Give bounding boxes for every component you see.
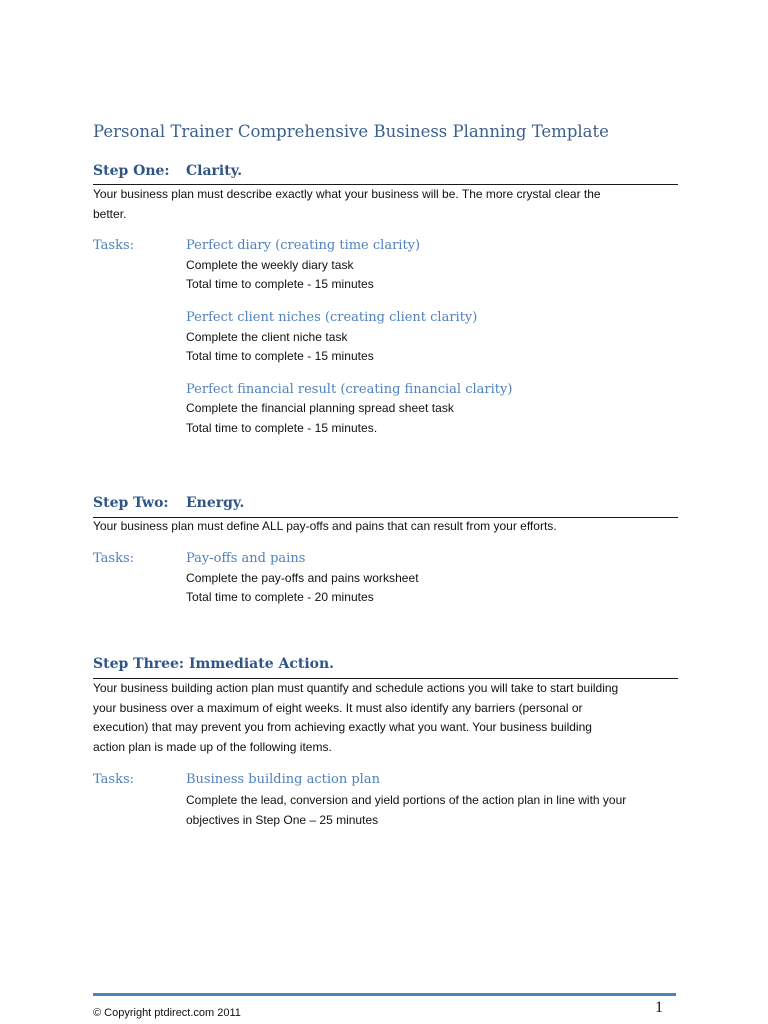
footer-divider — [93, 993, 676, 996]
task-line: Complete the lead, conversion and yield portions of the action plan in line with your — [186, 793, 627, 807]
task-body — [186, 791, 678, 830]
step-two-label: Step Two: — [93, 495, 169, 511]
step-one-label: Step One: — [93, 163, 170, 179]
step-one-description — [93, 185, 678, 224]
task-line: Total time to complete - 15 minutes. — [186, 421, 378, 435]
step-one-description-line: Your business plan must describe exactly what your business will be. The more crystal clear the — [93, 187, 601, 201]
page-number: 1 — [655, 999, 663, 1016]
step-three-heading: Step Three: Immediate Action. — [93, 656, 335, 672]
step-one-name: Clarity. — [186, 163, 243, 179]
step-three-description-line: Your business building action plan must quantify and schedule actions you will take to start building — [93, 681, 619, 695]
step-three-description — [93, 679, 678, 757]
task-line: Complete the financial planning spread sheet task — [186, 401, 454, 415]
task-title: Pay-offs and pains — [186, 551, 306, 566]
footer-copyright: © Copyright ptdirect.com 2011 — [93, 1007, 241, 1019]
task-title: Business building action plan — [186, 772, 380, 787]
task-line: Complete the weekly diary task — [186, 258, 354, 272]
step-three-description-line: execution) that may prevent you from achieving exactly what you want. Your business building — [93, 720, 592, 734]
document-title: Personal Trainer Comprehensive Business Planning Template — [93, 122, 609, 141]
step-two-name: Energy. — [186, 495, 245, 511]
task-line: Total time to complete - 20 minutes — [186, 590, 374, 604]
task-line: Total time to complete - 15 minutes — [186, 277, 374, 291]
task-line: Complete the pay-offs and pains worksheet — [186, 571, 419, 585]
task-line: Total time to complete - 15 minutes — [186, 349, 374, 363]
step-two-description-line: Your business plan must define ALL pay-offs and pains that can result from your efforts. — [93, 519, 557, 533]
task-title: Perfect financial result (creating financial clarity) — [186, 382, 513, 397]
step-two-tasks-label: Tasks: — [93, 551, 135, 566]
task-line: Complete the client niche task — [186, 330, 348, 344]
step-one-tasks-label: Tasks: — [93, 238, 135, 253]
step-one-description-line: better. — [93, 206, 127, 221]
step-three-description-line: action plan is made up of the following items. — [93, 739, 332, 754]
step-three-description-line: your business over a maximum of eight weeks. It must also identify any barriers (personal or — [93, 700, 583, 715]
step-three-tasks-label: Tasks: — [93, 772, 135, 787]
task-title: Perfect diary (creating time clarity) — [186, 238, 421, 253]
step-two-description — [93, 517, 678, 537]
task-line: objectives in Step One – 25 minutes — [186, 812, 379, 827]
task-title: Perfect client niches (creating client clarity) — [186, 310, 478, 325]
